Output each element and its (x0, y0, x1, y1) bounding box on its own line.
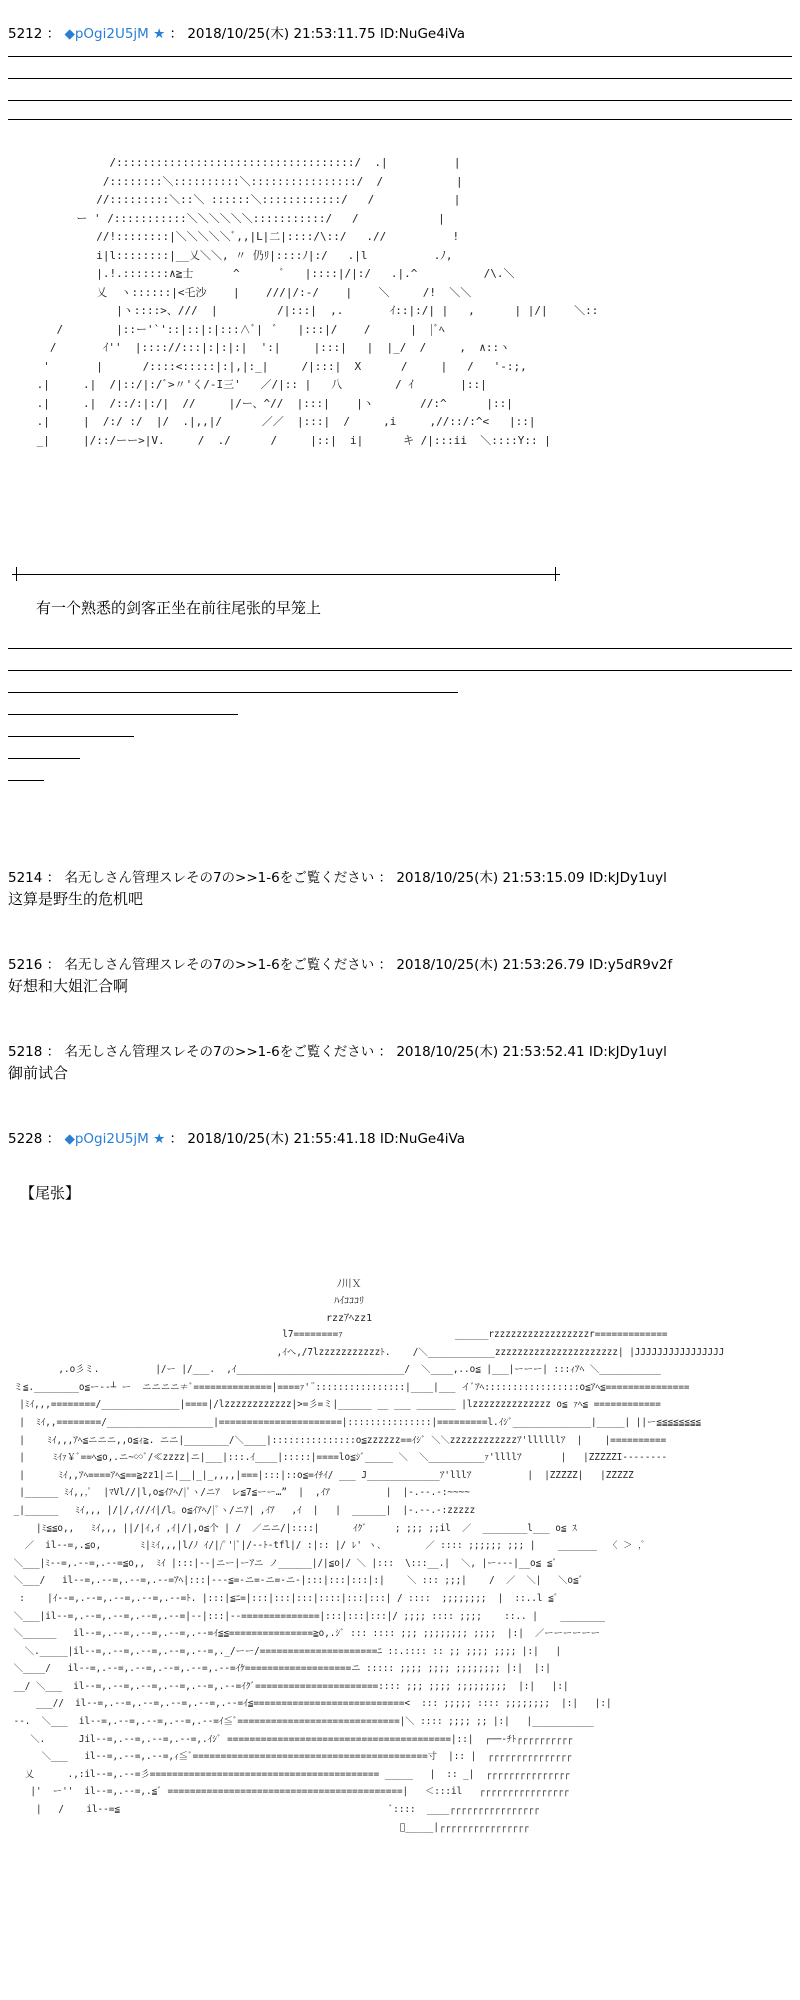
divider (8, 692, 458, 693)
timeline-tick (16, 567, 17, 581)
divider (8, 670, 792, 671)
caption: 有一个熟悉的剑客正坐在前往尾张的早笼上 (36, 599, 322, 617)
divider (8, 714, 238, 715)
post-number: 5212 (8, 26, 43, 42)
divider (8, 758, 80, 759)
post-header-5212: 5212 ： ◆pOgi2U5jM ★ ： 2018/10/25(木) 21:53:11.75 ID:NuGe4iVa (8, 26, 466, 42)
tripcode-link[interactable]: ◆pOgi2U5jM ★ (64, 26, 166, 42)
divider (8, 119, 792, 120)
divider (8, 780, 44, 781)
timeline-tick (555, 567, 556, 581)
ascii-art-swordsman: /::::::::::::::::::::::::::::::::::::/ .| | /::::::::＼::::::::::＼::::::::::::::::/ / | //:::::::::＼::＼ ::::::＼::::::::::::/ / | ー ' /:::::::::::＼＼＼＼＼＼:::::::::::/ / | //!::::::::|＼＼＼＼＼ﾞ,,|L|二|::::/\::/ .// ! i|l::::::::|__乂＼＼, 〃 仍ﾘ|::::ﾉ|:/ .|l .ﾉ, |.!.:::::::∧≧士 ^ ﾞ |::::|/|:/ .|.^ /\.＼ 乂 ヽ::::::|<乇沙 | ///|/:-/ | ＼ /! ＼＼ |ヽ::::>、/// | /|:::| ,. ｲ::|:/| | , | |/| ＼:: / |::ー'`'::|::|:|:::∧ﾞ| ﾞ |:::|/ / | |ﾞﾍ / ｲ'' |:::://:::|:|:|:| ':| |:::| | |_/ / , ∧::ヽ ' | /::::<:::::|:|,|:_| /|:::| X / | / '-:;, .| .| /|::/|:/ﾞ>〃'く/-I三' ／/|:: | 八 / ｲ |::| .| .| /::/:|:/| // |/ー、^// |:::| |ヽ //:^ |::| .| | /:/ :/ |/ .|,,|/ ／／ |:::| / ,i ,//::/:^< |::| _| |/::/ーー>|V. / ./ / |::| i| キ /|:::ii ＼::::Y:: | (36, 156, 599, 447)
post-header-5218: 5218 ： 名无しさん管理スレその7の>>1-6をご覧ください ： 2018/10/25(木) 21:53:52.41 ID:kJDy1uyl (8, 1044, 667, 1060)
post-header-5214: 5214 ： 名无しさん管理スレその7の>>1-6をご覧ください ： 2018/10/25(木) 21:53:15.09 ID:kJDy1uyl (8, 870, 667, 886)
divider (8, 78, 792, 79)
post-body-5214: 这算是野生的危机吧 (8, 890, 144, 908)
post-body-5218: 御前试合 (8, 1064, 69, 1082)
post-body-5228: 【尾张】 (20, 1184, 81, 1202)
post-header-5216: 5216 ： 名无しさん管理スレその7の>>1-6をご覧ください ： 2018/10/25(木) 21:53:26.79 ID:y5dR9v2f (8, 957, 673, 973)
divider (8, 648, 792, 649)
art-label: ﾉ川Ｘ ﾊｲｺｺｺﾘ rzzｱﾍzz1 (326, 1279, 373, 1324)
post-body-5216: 好想和大姐汇合啊 (8, 977, 129, 995)
divider (8, 736, 134, 737)
ascii-art-castle: l7========ｧ ______rzzzzzzzzzzzzzzzzzr============= ,ｲへ,/7lzzzzzzzzzzzﾄ. /＼____________zzzzzzzzzzzzzzzzzzzzzz| |JJJJJJJJJJJJJJJJ ,.o彡ミ. |/ー |/___. ,ｲ______________________________/ ＼____,..o≦ |___|ーーー| :::ｨｱﾍ ＼___________ ミ≦.________o≦ー-‐┴ ー ニニニニ≠ﾞ==============|====ｧ'¨::::::::::::::::|____|___ イﾞｱﾍ:::::::::::::::::o≦ｱﾍ≦=============== |ﾐｲ,,,========/______________|====|/lzzzzzzzzzzzz|>=彡=ミ|______ __ ___ _______ |lzzzzzzzzzzzzzz o≦ ｧﾍ≦ ============ | ﾐｲ,,========/___________________|======================|:::::::::::::::|=========l.ｲｼﾞ______________|_____| ||ー≦≦≦≦≦≦≦≦ | ﾐｲ,,,ｱﾍ≦ニニニ,,o≦ｨ≧. ニニ|________/＼____|:::::::::::::::o≦zzzzzz==ｲｼﾞ ＼＼zzzzzzzzzzzzｱ'llllllｱ | |========== | ﾐｲｧ￥ﾞ==ﾍ≦o,.ニ~∽ﾞ/≪zzzz|ニ|___|:::.ｲ____|:::::|====lo≦ｼﾞ_____ ＼ ＼__________ｧ'llllｱ | |ZZZZZI-------- | ﾐｲ,,ｱﾍ====ｱﾍ≦==≧zz1|ニ|__|_|_,,,,|===|:::|::o≦=ｲﾁｲ/ ___ J_____________ｱ'lllｱ | |ZZZZZ| |ZZZZZ |______ ﾐｲ,,,ﾟ |ﾏVl//|l,o≦ｲｱﾍ/|ﾟヽ/ニｱ レ≦7≦ーー…” | ,ｲｱ | |-.--.-:~~~~ _|______ ﾐｲ,,, |/|/,ｲ//ｲ|/l。o≦ｲｱﾍ/|ﾟヽ/ニｱ| ,ｲｱ ,ｲ | | ______| |-.--.-:zzzzz |ﾐ≦≦o,, ﾐｲ,,, ||/|ｲ,ｲ ,ｲ|/|,o≦个 | / ／ニニ/|::::| ｲｸﾞ ; ;;; ;;il ／ ________l___ o≦ ｽ ／ il--=,.≦o, ﾐ|ﾐｲ,,,|l/ﾉ ｲ/|/ﾟ'|ﾞ|/--ﾄ-tfl|/ :|:: |/ ﾚ' ヽ、 ／ :::: ;;;;;; ;;; | _______ 〈 ＞ ,ﾟ ＼___|ﾐ--=,.--=,.--=≦o,, ﾐｲ |:::|--|ニー|ーｱニ ノ______|/|≦o|/ ＼ |::: \:::__.| ＼, |ー---|__o≦ ≦ﾞ ＼___/ il--=,.--=,.--=,.--=ｱﾍ|:::|---≦=-ニ=-ニ=-ニ-|:::|:::|:::|:| ＼ ::: ;;;| / ／ ＼| ＼o≦ﾞ : |ｲ--=,.--=,.--=,.--=,.--=ﾄ. |:::|≦ﾆ=|:::|:::|:::|::::|:::|:::| / :::: ;;;;;;;; | ::..l ≦ﾞ ＼___|il--=,.--=,.--=,.--=,.--=|--|:::|--==============|:::|:::|:::|/ ;;;; :::: ;;;; ::.. | ________ ＼______ il--=,.--=,.--=,.--=,.--=ｲ≦≦===============≧o,.ｼﾞ ::: :::: ;;; ;;;;;;;; ;;;; |:| ／ーーーーーー ＼._____|il--=,.--=,.--=,.--=,.--=,._/ーー/=====================ﾆ ::.:::: :: ;; ;;;; ;;;; |:| | ＼____/ il--=,.--=,.--=,.--=,.--=,.--=ｲｹ===================ニ ::::: ;;;; ;;;; ;;;;;;;; |:| |:| __/ ＼___ il--=,.--=,.--=,.--=,.--=,.--=ｲｸﾞ======================:::: ;;; ;;;; ;;;;;;;;; |:| |:| ___// il--=,.--=,.--=,.--=,.--=,.--=ｲ≦===========================< ::: ;;;;; :::: ;;;;;;;; |:| |:| --. ＼___ il--=,.--=,.--=,.--=,.--=ｲ≦ﾞ=============================|＼ :::: ;;;; ;; |:| |___________ ＼. Jil--=,.--=,.--=,.--=,.ｲｼﾞ ========================================|::| ┌──-ﾁﾄ┌┌┌┌┌┌┌┌┌┌ ＼___ il--=,.--=,.--=,ｨ≦ﾞ==========================================寸 |:: | ┌┌┌┌┌┌┌┌┌┌┌┌┌┌┌ 乂 .,:il--=,.--=彡========================================= _____ | :: _| ┌┌┌┌┌┌┌┌┌┌┌┌┌┌┌ |' ー'' il--=,.--=,.≦ﾞ ==========================================| ＜:::il ┌┌┌┌┌┌┌┌┌┌┌┌┌┌┌┌ | / il--=≦ ﾞ:::: ____┌┌┌┌┌┌┌┌┌┌┌┌┌┌┌┌ ﾞ_____|┌┌┌┌┌┌┌┌┌┌┌┌┌┌┌┌ (13, 1329, 725, 1833)
divider (8, 100, 792, 101)
timeline-line (12, 574, 560, 575)
post-id: ID:NuGe4iVa (379, 26, 466, 42)
tripcode-link[interactable]: ◆pOgi2U5jM ★ (64, 1131, 166, 1147)
post-date: 2018/10/25(木) 21:53:11.75 (187, 26, 376, 42)
post-header-5228: 5228 ： ◆pOgi2U5jM ★ ： 2018/10/25(木) 21:55:41.18 ID:NuGe4iVa (8, 1131, 466, 1147)
divider (8, 56, 792, 57)
